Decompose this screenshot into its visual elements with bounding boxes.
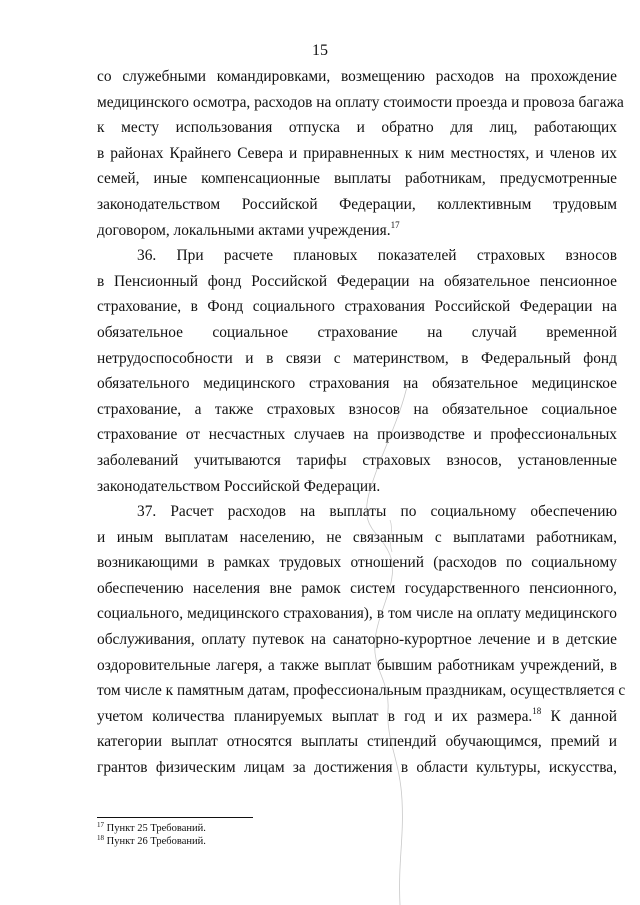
text-line-content: грантов физическим лицам за достижения в области культуры, искусства,: [97, 759, 617, 777]
footnote-reference: 17: [390, 219, 400, 230]
text-line-content: 36. При расчете плановых показателей страховых взносов: [137, 247, 617, 265]
text-line: [97, 474, 617, 500]
text-line-content: категории выплат относятся выплаты стипендий обучающимся, премий и: [97, 733, 617, 751]
text-line: [97, 448, 617, 474]
footnote-text: Пункт 25 Требований.: [104, 823, 206, 834]
text-line: [97, 576, 617, 602]
footnotes: [97, 822, 497, 848]
text-line: [97, 601, 617, 627]
text-line-content: законодательством Российской Федерации, коллективным трудовым: [97, 195, 617, 213]
text-line: [97, 243, 617, 269]
text-line: [97, 525, 617, 551]
text-line: [97, 653, 617, 679]
text-line-continuation: К данной: [541, 707, 618, 725]
text-line: [97, 64, 617, 90]
text-line-content: 37. Расчет расходов на выплаты по социальному обеспечению: [137, 503, 617, 521]
text-line-content: обеспечению населения вне рамок систем государственного пенсионного,: [97, 579, 617, 597]
text-line: [97, 141, 617, 167]
text-line-content: страхование, а также страховых взносов на обязательное социальное: [97, 400, 617, 418]
text-line-content: оздоровительные лагеря, а также выплат бывшим работникам учреждений, в: [97, 656, 617, 674]
footnote: [97, 835, 497, 848]
text-line-content: договором, локальными актами учреждения.: [97, 221, 391, 239]
text-line: [97, 704, 617, 730]
footnote-separator: [97, 817, 253, 818]
text-line: [97, 755, 617, 781]
text-line: [97, 192, 617, 218]
text-line: [97, 218, 617, 244]
footnote-mark: 17: [97, 821, 104, 829]
footnote-reference: 18: [532, 705, 542, 716]
text-line: [97, 371, 617, 397]
text-line: [97, 269, 617, 295]
text-line-content: нетрудоспособности и в связи с материнством, в Федеральный фонд: [97, 349, 617, 367]
text-line: [97, 166, 617, 192]
footnote-text: Пункт 26 Требований.: [104, 836, 206, 847]
text-line: [97, 499, 617, 525]
text-line-content: и иным выплатам населению, не связанным с выплатами работникам,: [97, 528, 617, 546]
text-line: [97, 678, 626, 704]
text-line-content: к месту использования отпуска и обратно для лиц, работающих: [97, 119, 617, 137]
text-line: [97, 346, 617, 372]
text-line: [97, 627, 617, 653]
text-line-content: в районах Крайнего Севера и приравненных к ним местностях, и членов их: [97, 144, 617, 162]
text-line: [97, 115, 617, 141]
text-line-content: обязательное социальное страхование на случай временной: [97, 323, 617, 341]
text-line-content: возникающими в рамках трудовых отношений (расходов по социальному: [97, 554, 617, 572]
text-line-content: социального, медицинского страхования), в том числе на оплату медицинского: [97, 605, 617, 623]
footnote-mark: 18: [97, 834, 104, 842]
text-line-content: страхование от несчастных случаев на производстве и профессиональных: [97, 426, 617, 444]
text-line-content: семей, иные компенсационные выплаты работникам, предусмотренные: [97, 170, 617, 188]
footnote: [97, 822, 497, 835]
text-line-content: со служебными командировками, возмещению расходов на прохождение: [97, 68, 617, 85]
text-line-content: медицинского осмотра, расходов на оплату стоимости проезда и провоза багажа: [97, 93, 624, 111]
text-line: [97, 422, 617, 448]
text-line-content: том числе к памятным датам, профессиональным праздникам, осуществляется с: [97, 682, 626, 700]
text-line-content: страхование, в Фонд социального страхования Российской Федерации на: [97, 298, 617, 316]
text-line-content: заболеваний учитываются тарифы страховых взносов, установленные: [97, 451, 617, 469]
text-line: [97, 320, 617, 346]
text-line: [97, 294, 617, 320]
text-line: [97, 550, 617, 576]
text-line: [97, 729, 617, 755]
text-line: [97, 397, 617, 423]
body-text: [97, 64, 626, 781]
text-line-content: обязательного медицинского страхования на обязательное медицинское: [97, 375, 617, 393]
text-line: [97, 90, 624, 116]
text-line-content: обслуживания, оплату путевок на санаторно-курортное лечение и в детские: [97, 631, 617, 649]
page-number: 15: [312, 42, 328, 59]
text-line-content: законодательством Российской Федерации.: [97, 477, 381, 495]
text-line-content: в Пенсионный фонд Российской Федерации на обязательное пенсионное: [97, 272, 617, 290]
text-line-content: учетом количества планируемых выплат в год и их размера.: [97, 707, 533, 725]
